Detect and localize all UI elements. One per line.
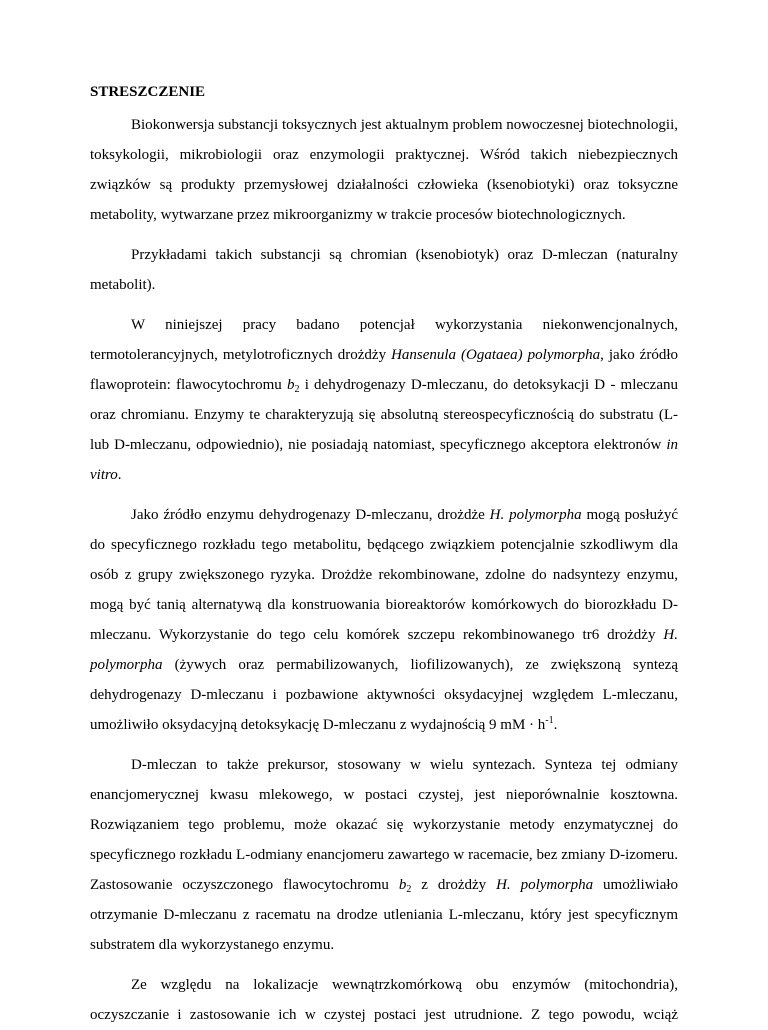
text-run: . [553,717,558,733]
section-heading: STRESZCZENIE [90,84,206,100]
species-name: H. polymorpha [489,507,582,523]
species-name: H. polymorpha [90,627,678,673]
cytochrome-b2-subscript: 2 [294,384,300,395]
text-run: i dehydrogenazy D-mleczanu, do detoksykacji D - mleczanu oraz chromianu. Enzymy te charakteryzują się absolutną stereospecyficznością do substratu (L- lub D-mleczanu, odpowiednio), nie posiadają natomiast, specyficznego akceptora elektronów [90,377,678,453]
paragraph-localization: Ze względu na lokalizacje wewnątrzkomórkową obu enzymów (mitochondria), oczyszczanie i zastosowanie ich w czystej postaci jest utrudnione. Z tego powodu, wciąż [90,977,678,1023]
cytochrome-b2-subscript: 2 [406,884,412,895]
paragraph-intro: Biokonwersja substancji toksycznych jest aktualnym problem nowoczesnej biotechnologii, toksykologii, mikrobiologii oraz enzymologii praktycznej. Wśród takich niebezpiecznych związków są produkty przemysłowej działalności człowieka (ksenobiotyki) oraz toksyczne metabolity, wytwarzane przez mikroorganizmy w trakcie procesów biotechnologicznych. [90,117,678,223]
in-vitro-term: in vitro [90,437,678,483]
paragraph-research-aim [90,310,678,490]
text-run: Jako źródło enzymu dehydrogenazy D-mleczanu, drożdże [131,507,490,523]
text-run: D-mleczan to także prekursor, stosowany w wielu syntezach. Synteza tej odmiany enancjomerycznej kwasu mlekowego, w postaci czystej, jest nieporównalnie kosztowna. Rozwiązaniem tego problemu, może okazać się wykorzystanie metody enzymatycznej do specyficznego rozkładu L-odmiany enancjomeru zawartego w racemacie, bez zmiany D-izomeru. Zastosowanie oczyszczonego flawocytochromu [90,757,678,893]
text-run: z drożdży [411,877,497,893]
cytochrome-b2-letter: b [287,377,295,393]
text-run: mogą posłużyć do specyficznego rozkładu tego metabolitu, będącego związkiem potencjalnie szkodliwym dla osób z grupy zwiększonego ryzyka. Drożdże rekombinowane, zdolne do nadsyntezy enzymu, mogą być tanią alternatywą dla konstruowania bioreaktorów komórkowych do biorozkładu D-mleczanu. Wykorzystanie do tego celu komórek szczepu rekombinowanego tr6 drożdży [90,507,678,643]
species-name: H. polymorpha [496,877,594,893]
paragraph-dehydrogenase [90,500,678,740]
text-run: (żywych oraz permabilizowanych, liofilizowanych), ze zwiększoną syntezą dehydrogenazy D-mleczanu i pozbawione aktywności oksydacyjnej względem L-mleczanu, umożliwiło oksydacyjną detoksykację D-mleczanu z wydajnością 9 mM · h [90,657,678,733]
paragraph-d-lactate-synthesis [90,750,678,960]
text-run: . [117,467,122,483]
text-run: umożliwiało otrzymanie D-mleczanu z racematu na drodze utleniania L-mleczanu, który jest specyficznym substratem dla wykorzystanego enzymu. [90,877,679,953]
paragraph-examples: Przykładami takich substancji są chromian (ksenobiotyk) oraz D-mleczan (naturalny metabolit). [90,247,678,293]
unit-superscript: -1 [545,715,554,726]
species-name: Hansenula (Ogataea) polymorpha [391,347,601,363]
cytochrome-b2-letter: b [398,877,407,893]
text-run: , jako źródło flawoprotein: flawocytochromu [90,347,678,393]
text-run: W niniejszej pracy badano potencjał wykorzystania niekonwencjonalnych, termotolerancyjnych, metylotroficznych drożdży [90,317,678,363]
